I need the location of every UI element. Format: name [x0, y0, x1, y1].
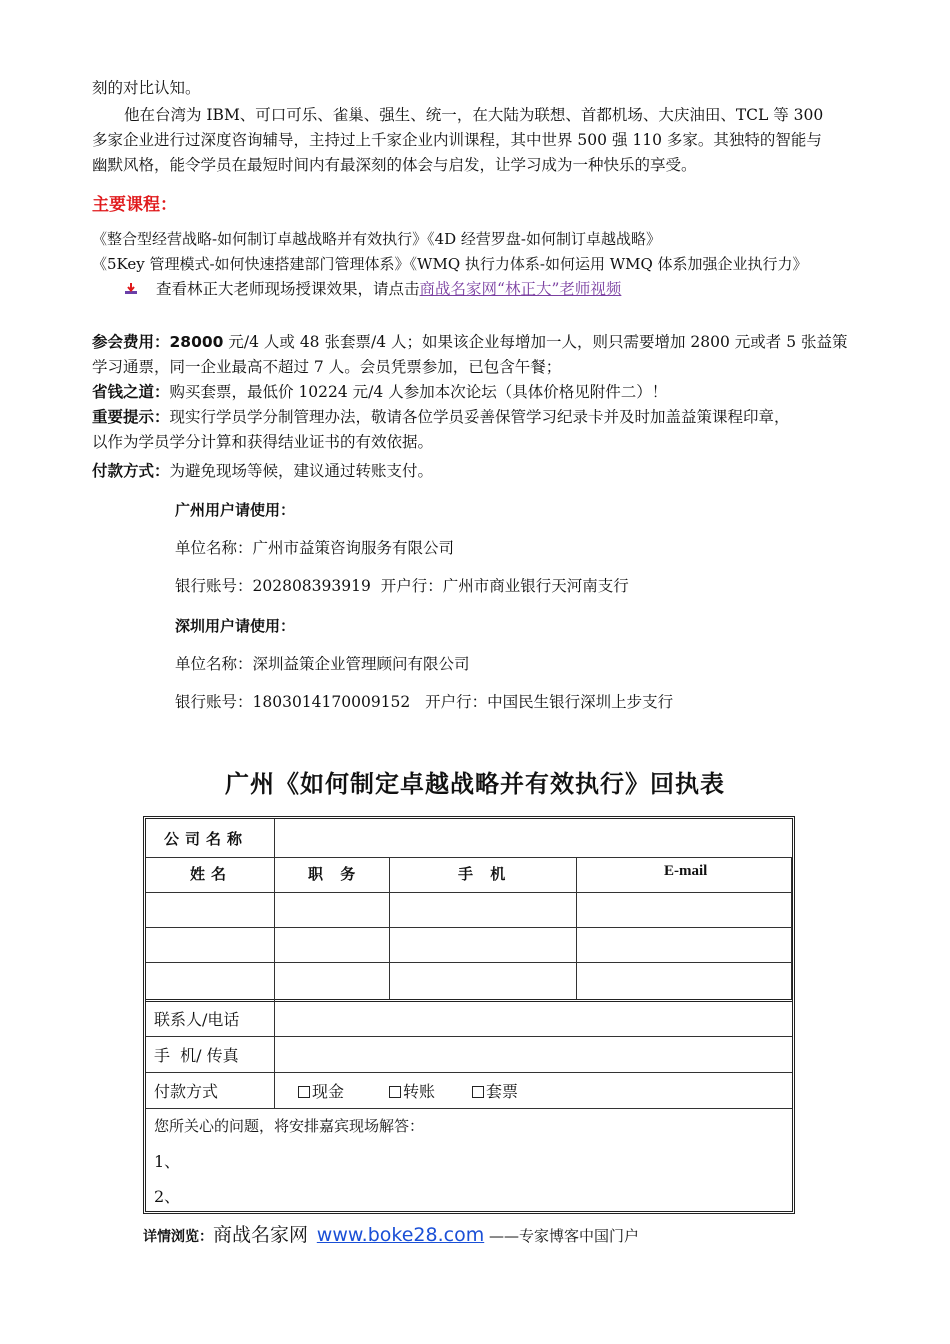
footer-brand: 商战名家网	[213, 1224, 309, 1246]
sz-heading: 深圳用户请使用：	[175, 617, 296, 635]
question-1[interactable]: 1、	[154, 1152, 181, 1171]
fee-amount: 28000	[169, 333, 224, 351]
video-row	[124, 277, 621, 301]
checkbox-icon	[298, 1086, 310, 1098]
checkbox-icon	[472, 1086, 484, 1098]
notice-text-1: 现实行学员学分制管理办法，敬请各位学员妥善保管学习纪录卡并及时加盖益策课程印章，	[169, 408, 790, 426]
payment-option-cash[interactable]: 现金	[298, 1079, 344, 1102]
save-text: 购买套票，最低价 10224 元/4 人参加本次论坛（具体价格见附件二）！	[169, 383, 668, 401]
footer-suffix: ——专家博客中国门户	[489, 1227, 640, 1245]
intro-line-3: 多家企业进行过深度咨询辅导，主持过上千家企业内训课程，其中世界 500 强 110 多家。其独特的智能与	[92, 131, 822, 149]
footer-url-link[interactable]: www.boke28.com	[316, 1224, 485, 1246]
save-label: 省钱之道：	[92, 383, 170, 401]
attendee-name-3[interactable]	[146, 963, 274, 997]
footer	[143, 1220, 639, 1247]
col-name-header: 姓名	[190, 865, 233, 883]
pay-label: 付款方式：	[92, 462, 170, 480]
pay-text: 为避免现场等候，建议通过转账支付。	[169, 462, 434, 480]
checkbox-icon	[389, 1086, 401, 1098]
payment-option-ticket[interactable]: 套票	[472, 1079, 518, 1102]
mobile-fax-label: 手 机/ 传真	[154, 1046, 239, 1065]
payment-option-transfer[interactable]: 转账	[389, 1079, 435, 1102]
col-position-header: 职 务	[308, 865, 362, 883]
attendee-name-2[interactable]	[146, 928, 274, 962]
notice-line-1	[92, 405, 790, 429]
sz-company-name: 单位名称：深圳益策企业管理顾问有限公司	[175, 655, 470, 673]
mobile-fax-field[interactable]	[276, 1037, 788, 1071]
fee-text-1: 元/4 人或 48 张套票/4 人；如果该企业每增加一人，则只需要增加 2800 元或者 5 张益策	[223, 333, 848, 351]
notice-label: 重要提示：	[92, 408, 170, 426]
fee-label: 参会费用：	[92, 333, 170, 351]
gz-heading: 广州用户请使用：	[175, 501, 296, 519]
contact-phone-field[interactable]	[276, 1003, 788, 1035]
notice-line-2: 以作为学员学分计算和获得结业证书的有效依据。	[92, 433, 434, 451]
footer-prefix: 详情浏览：	[143, 1229, 213, 1245]
bullet-arrow-icon	[124, 283, 138, 295]
col-phone-header: 手 机	[458, 865, 512, 883]
video-prefix: 查看林正大老师现场授课效果，请点击	[156, 280, 420, 298]
gz-company-name: 单位名称：广州市益策咨询服务有限公司	[175, 539, 455, 557]
fee-line-1	[92, 330, 848, 354]
company-name-label: 公司名称	[164, 830, 249, 848]
intro-line-2: 他在台湾为 IBM、可口可乐、雀巢、强生、统一，在大陆为联想、首都机场、大庆油田、TCL 等 300	[124, 106, 824, 124]
course-line-2: 《5Key 管理模式-如何快速搭建部门管理体系》《WMQ 执行力体系-如何运用 WMQ 体系加强企业执行力》	[92, 255, 808, 273]
payment-method-label: 付款方式	[154, 1082, 219, 1101]
contact-phone-label: 联系人/电话	[154, 1010, 240, 1029]
company-name-field[interactable]	[276, 820, 788, 856]
save-line	[92, 380, 667, 404]
pay-line	[92, 459, 433, 483]
fee-line-2: 学习通票，同一企业最高不超过 7 人。会员凭票参加，已包含午餐；	[92, 358, 562, 376]
sz-bank-account: 银行账号：1803014170009152 开户行：中国民生银行深圳上步支行	[175, 693, 674, 711]
intro-line-1: 刻的对比认知。	[92, 79, 201, 97]
course-line-1: 《整合型经营战略-如何制订卓越战略并有效执行》《4D 经营罗盘-如何制订卓越战略》	[92, 230, 661, 248]
attendee-name-1[interactable]	[146, 893, 274, 927]
intro-line-4: 幽默风格，能令学员在最短时间内有最深刻的体会与启发，让学习成为一种快乐的享受。	[92, 156, 697, 174]
courses-heading: 主要课程：	[92, 195, 177, 215]
questions-label: 您所关心的问题，将安排嘉宾现场解答：	[154, 1117, 425, 1135]
question-2[interactable]: 2、	[154, 1187, 181, 1206]
video-link[interactable]: 商战名家网“林正大”老师视频	[419, 280, 622, 298]
gz-bank-account: 银行账号：202808393919 开户行：广州市商业银行天河南支行	[175, 577, 629, 595]
registration-form	[143, 816, 795, 1214]
col-email-header: E-mail	[664, 863, 708, 879]
form-title: 广州《如何制定卓越战略并有效执行》回执表	[225, 769, 725, 798]
